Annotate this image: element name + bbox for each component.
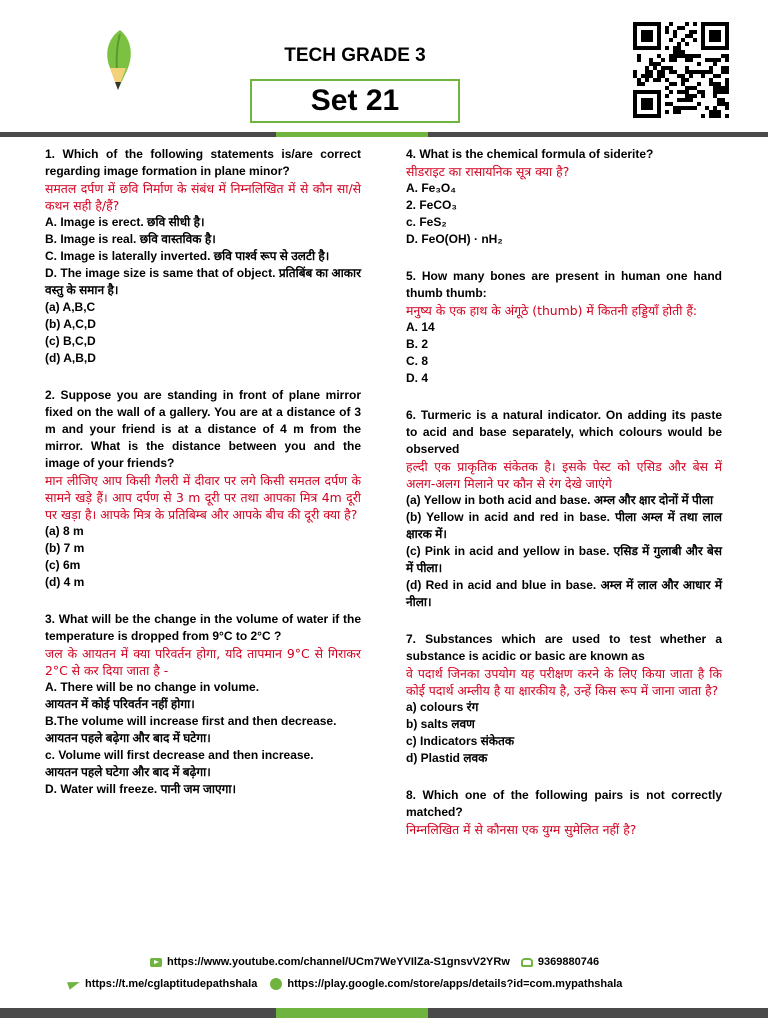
answer-option: (b) Yellow in acid and red in base. पीला अम्ल में तथा लाल क्षारक में। (406, 510, 722, 541)
pencil-leaf-logo-icon (96, 28, 140, 96)
questions-column-right (406, 146, 722, 858)
answer-option: (c) B,C,D (45, 334, 96, 348)
answer-option: (b) A,C,D (45, 317, 96, 331)
question-block (45, 611, 361, 798)
answer-option: (c) Pink in acid and yellow in base. एसिड में गुलाबी और बेस में पीला। (406, 544, 722, 575)
qr-code-icon (633, 22, 729, 118)
answer-option: (d) 4 m (45, 575, 85, 589)
answer-option: B. 2 (406, 337, 429, 351)
answer-option: b) salts लवण (406, 717, 475, 731)
question-text-en: 6. Turmeric is a natural indicator. On adding its paste to acid and base separately, which colours would be observed (406, 408, 722, 456)
play-store-icon (270, 978, 282, 990)
answer-option: A. Fe₃O₄ (406, 181, 456, 195)
answer-option: 2. FeCO₃ (406, 198, 457, 212)
question-block (406, 631, 722, 767)
answer-option: C. 8 (406, 354, 429, 368)
answer-option: (a) Yellow in both acid and base. अम्ल और क्षार दोनों में पीला (406, 493, 714, 507)
set-number-box: Set 21 (250, 79, 460, 123)
question-text-en: 8. Which one of the following pairs is not correctly matched? (406, 788, 722, 819)
question-text-hi: निम्नलिखित में से कौनसा एक युग्म सुमेलित नहीं है? (406, 822, 637, 837)
answer-option: c. Volume will first decrease and then increase. (45, 748, 314, 762)
answer-option: B.The volume will increase first and then decrease. (45, 714, 337, 728)
play-store-link[interactable]: https://play.google.com/store/apps/details?id=com.mypathshala (287, 978, 623, 990)
answer-option: A. 14 (406, 320, 435, 334)
question-text-hi: वे पदार्थ जिनका उपयोग यह परीक्षण करने के लिए किया जाता है कि कोई पदार्थ अम्लीय है या क्षारकीय है, उन्हें किस रूप में जाना जाता है? (406, 666, 722, 698)
answer-option: (c) 6m (45, 558, 81, 572)
question-text-en: 1. Which of the following statements is/are correct regarding image formation in plane minor? (45, 147, 361, 178)
answer-option: (d) Red in acid and blue in base. अम्ल में लाल और आधार में नीला। (406, 578, 722, 609)
answer-option: D. 4 (406, 371, 429, 385)
answer-option: (d) A,B,D (45, 351, 96, 365)
answer-option: B. Image is real. छवि वास्तविक है। (45, 232, 216, 246)
answer-option: C. Image is laterally inverted. छवि पार्श्व रूप से उलटी है। (45, 249, 330, 263)
question-block (406, 787, 722, 838)
question-text-hi: मनुष्य के एक हाथ के अंगूठे (thumb) में कितनी हड्डियाँ होती हैं: (406, 303, 698, 318)
answer-option: c. FeS₂ (406, 215, 447, 229)
question-block (45, 387, 361, 591)
telegram-icon (67, 978, 81, 990)
questions-column-left (45, 146, 361, 818)
youtube-link[interactable]: https://www.youtube.com/channel/UCm7WeYVIlZa-S1gnsvV2YRw (167, 956, 510, 968)
question-text-en: 5. How many bones are present in human one hand thumb thumb: (406, 269, 722, 300)
page-title: TECH GRADE 3 (284, 45, 426, 66)
question-text-hi: सीडराइट का रासायनिक सूत्र क्या है? (406, 164, 570, 179)
question-text-en: 7. Substances which are used to test whether a substance is acidic or basic are known as (406, 632, 722, 663)
answer-option: a) colours रंग (406, 700, 479, 714)
answer-option: आयतन में कोई परिवर्तन नहीं होगा। (45, 697, 195, 711)
answer-option: A. Image is erect. छवि सीधी है। (45, 215, 205, 229)
question-block (406, 146, 722, 248)
phone-icon (521, 958, 533, 967)
question-text-hi: मान लीजिए आप किसी गैलरी में दीवार पर लगे किसी समतल दर्पण के सामने खड़े हैं। आप दर्पण से 3 m दूरी पर तथा आपका मित्र 4m दूरी पर खड़ा है। आपके मित्र के प्रतिबिम्ब और आपके बीच की दूरी क्या है? (45, 473, 361, 522)
question-text-en: 2. Suppose you are standing in front of plane mirror fixed on the wall of a gallery. You are at a distance of 3 m and your friend is at a distance of 4 m from the mirror. What is the distance between you and the image of your friends? (45, 388, 361, 470)
phone-number: 9369880746 (537, 956, 600, 968)
telegram-link[interactable]: https://t.me/cglaptitudepathshala (85, 978, 258, 990)
answer-option: (a) 8 m (45, 524, 84, 538)
answer-option: c) Indicators संकेतक (406, 734, 515, 748)
footer-divider (0, 1008, 768, 1018)
answer-option: A. There will be no change in volume. (45, 680, 260, 694)
answer-option: आयतन पहले घटेगा और बाद में बढ़ेगा। (45, 765, 211, 779)
question-block (406, 268, 722, 387)
question-block (45, 146, 361, 367)
answer-option: (a) A,B,C (45, 300, 96, 314)
question-text-hi: हल्दी एक प्राकृतिक संकेतक है। इसके पेस्ट को एसिड और बेस में अलग-अलग मिलाने पर कौन से रंग देखे जाएंगे (406, 459, 722, 491)
question-text-en: 3. What will be the change in the volume of water if the temperature is dropped from 9°C to 2°C ? (45, 612, 361, 643)
header-divider (0, 132, 768, 137)
answer-option: D. The image size is same that of object. प्रतिबिंब का आकार वस्तु के समान है। (45, 266, 361, 297)
question-text-hi: जल के आयतन में क्या परिवर्तन होगा, यदि तापमान 9°C से गिराकर 2°C से कर दिया जाता है - (45, 646, 361, 678)
answer-option: (b) 7 m (45, 541, 85, 555)
question-block (406, 407, 722, 611)
answer-option: D. FeO(OH) · nH₂ (406, 232, 503, 246)
youtube-icon (150, 958, 162, 967)
question-text-hi: समतल दर्पण में छवि निर्माण के संबंध में निम्नलिखित में से कौन सा/से कथन सही है/हैं? (45, 181, 361, 213)
answer-option: D. Water will freeze. पानी जम जाएगा। (45, 782, 237, 796)
answer-option: d) Plastid लवक (406, 751, 488, 765)
answer-option: आयतन पहले बढ़ेगा और बाद में घटेगा। (45, 731, 211, 745)
question-text-en: 4. What is the chemical formula of siderite? (406, 147, 654, 161)
